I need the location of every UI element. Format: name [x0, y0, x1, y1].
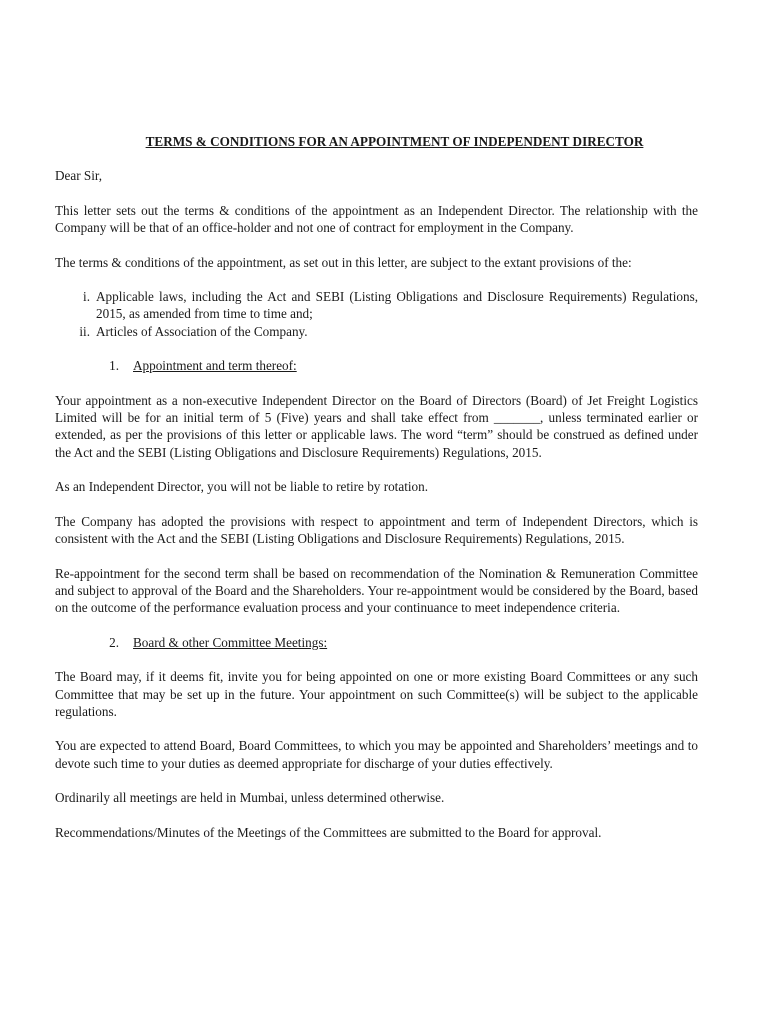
paragraph: Your appointment as a non-executive Independent Director on the Board of Directors (Board) of Jet Freight Logistics Limited will be for an initial term of 5 (Five) years and shall take effect from _______, unless terminated earlier or extended, as per the provisions of this letter or applicable laws. The word “term” should be construed as defined under the Act and the SEBI (Listing Obligations and Disclosure Requirements) Regulations, 2015. [55, 392, 698, 460]
section-number: 2. [109, 634, 119, 650]
paragraph: Re-appointment for the second term shall be based on recommendation of the Nomination & Remuneration Committee and subject to approval of the Board and the Shareholders. Your re-appointment would be considered by the Board, based on the outcome of the performance evaluation process and your continuance to meet independence criteria. [55, 565, 698, 616]
paragraph: Ordinarily all meetings are held in Mumbai, unless determined otherwise. [55, 790, 445, 806]
list-item-text: Applicable laws, including the Act and SEBI (Listing Obligations and Disclosure Requirements) Regulations, 2015, as amended from time to time and; [96, 289, 698, 322]
paragraph: Recommendations/Minutes of the Meetings of the Committees are submitted to the Board for approval. [55, 824, 602, 840]
salutation: Dear Sir, [55, 168, 103, 184]
document-body [55, 133, 698, 858]
paragraph: As an Independent Director, you will not be liable to retire by rotation. [55, 479, 429, 495]
paragraph: The Board may, if it deems fit, invite you for being appointed on one or more existing Board Committees or any such Committee that may be set up in the future. Your appointment on such Committee(s) will be subject to the applicable regulations. [55, 669, 698, 719]
list-item-number: ii. [79, 323, 90, 339]
intro-paragraph: This letter sets out the terms & conditions of the appointment as an Independent Director. The relationship with the Company will be that of an office-holder and not one of contract for employment in the Company. [55, 202, 698, 236]
list-item-text: Articles of Association of the Company. [96, 323, 308, 339]
list-item-number: i. [83, 289, 90, 305]
section-title: Board & other Committee Meetings: [133, 634, 328, 650]
provisions-intro: The terms & conditions of the appointment, as set out in this letter, are subject to the extant provisions of the: [55, 254, 632, 270]
list-item [55, 288, 698, 323]
section-heading-appointment [55, 357, 698, 374]
section-heading-meetings [55, 634, 698, 651]
section-number: 1. [109, 358, 119, 374]
list-item [55, 323, 698, 340]
section-title: Appointment and term thereof: [133, 358, 297, 374]
provisions-list [55, 288, 698, 340]
paragraph: The Company has adopted the provisions with respect to appointment and term of Independent Directors, which is consistent with the Act and the SEBI (Listing Obligations and Disclosure Requirements) Regulations, 2015. [55, 513, 698, 547]
paragraph: You are expected to attend Board, Board Committees, to which you may be appointed and Shareholders’ meetings and to devote such time to your duties as deemed appropriate for discharge of your duties effectively. [55, 738, 698, 771]
document-title: TERMS & CONDITIONS FOR AN APPOINTMENT OF INDEPENDENT DIRECTOR [145, 134, 644, 149]
